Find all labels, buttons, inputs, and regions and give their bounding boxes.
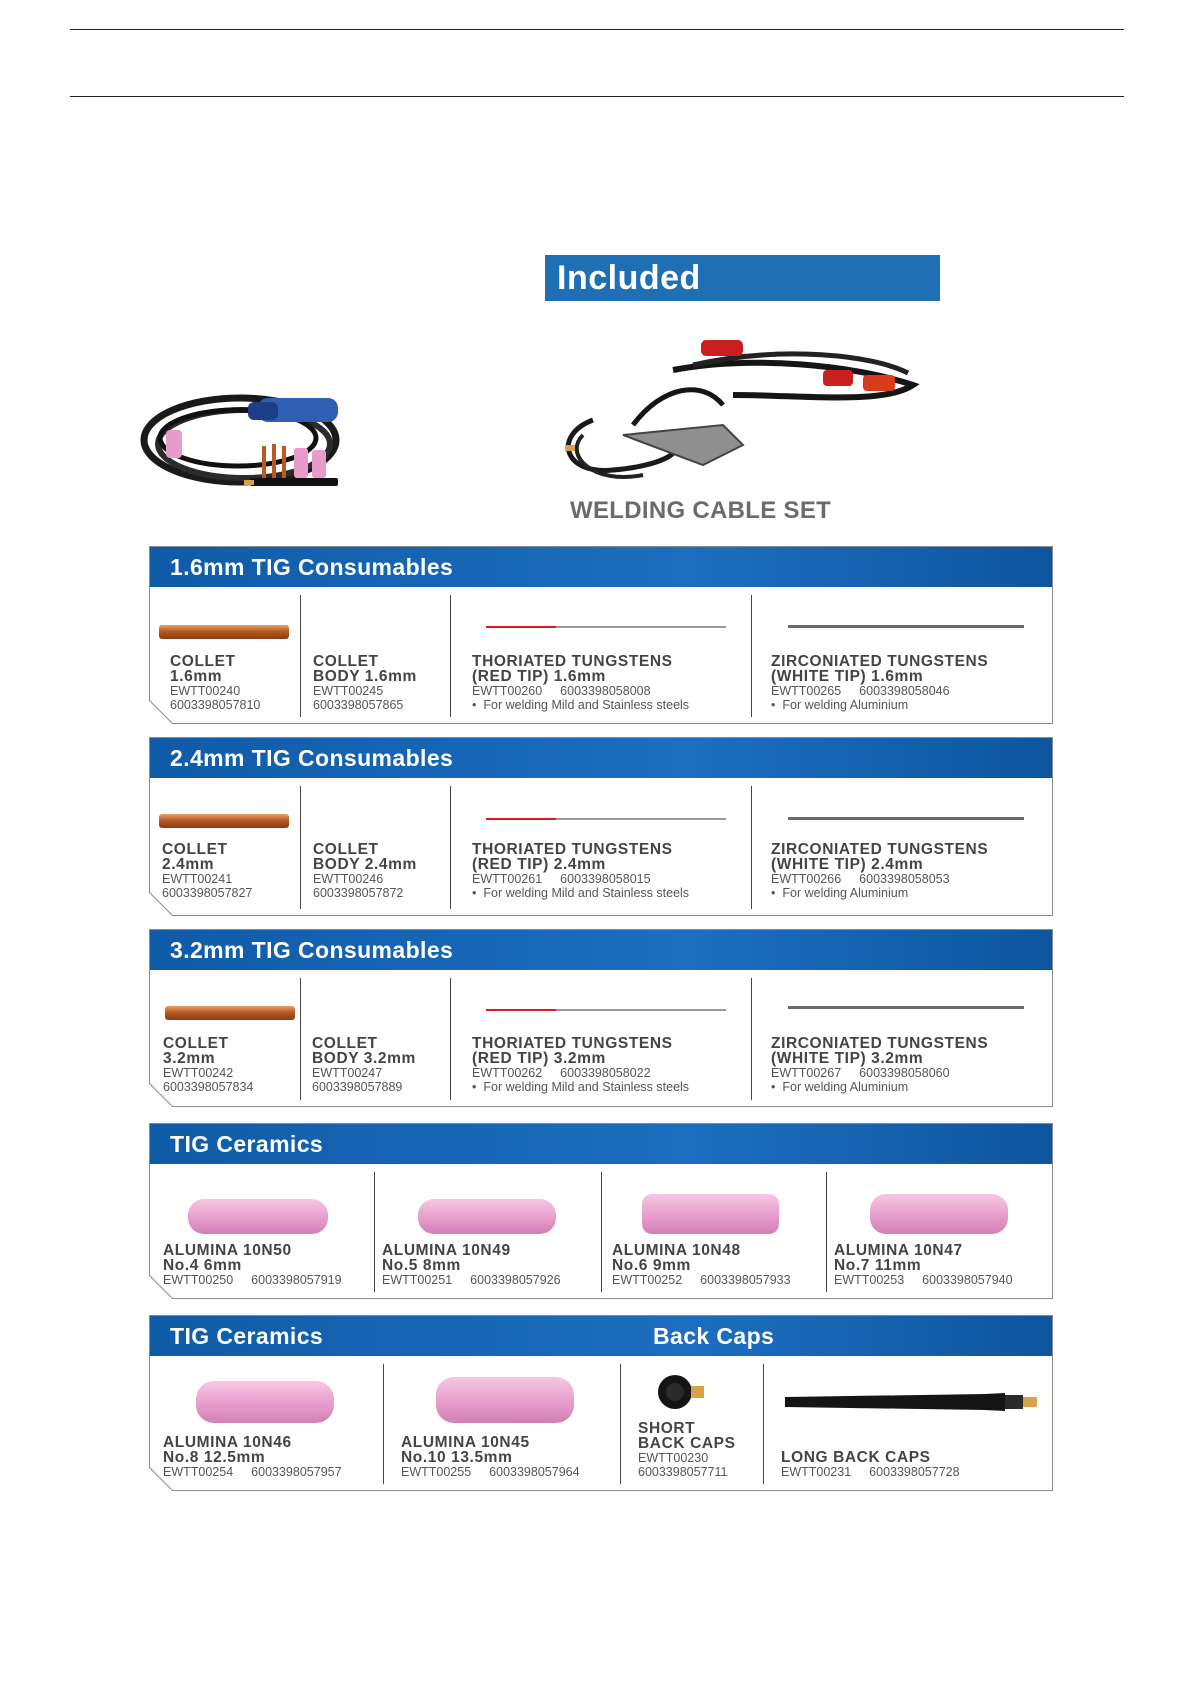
item-codes: EWTT00254 6003398057957 xyxy=(163,1465,342,1479)
red-tip-tungsten-image xyxy=(486,818,726,820)
item-name: ALUMINA 10N46 xyxy=(163,1434,292,1451)
item-name: COLLET xyxy=(313,841,379,858)
column-divider xyxy=(383,1364,384,1484)
item-note: • For welding Mild and Stainless steels xyxy=(472,886,689,900)
panel-title-left: TIG Ceramics xyxy=(170,1323,324,1349)
item-code: EWTT00247 xyxy=(312,1066,383,1080)
item-name: SHORT xyxy=(638,1420,696,1437)
item-size: BACK CAPS xyxy=(638,1435,736,1452)
red-tip-tungsten-image xyxy=(486,626,726,628)
panel-title xyxy=(150,1316,1052,1356)
welding-cable-image xyxy=(553,325,928,490)
panel-title: 1.6mm TIG Consumables xyxy=(150,547,1052,587)
collet-image xyxy=(165,1006,295,1020)
white-tip-tungsten-image xyxy=(788,1006,1024,1009)
item-code: EWTT00245 xyxy=(313,684,384,698)
item-note: • For welding Aluminium xyxy=(771,886,908,900)
item-name: LONG BACK CAPS xyxy=(781,1449,931,1466)
column-divider xyxy=(751,595,752,717)
item-barcode: 6003398057827 xyxy=(162,886,253,900)
corner-decoration xyxy=(149,1275,173,1299)
item-size: No.4 6mm xyxy=(163,1257,242,1274)
item-note: • For welding Aluminium xyxy=(771,698,908,712)
item-name: COLLET xyxy=(313,653,379,670)
item-name: ALUMINA 10N47 xyxy=(834,1242,963,1259)
column-divider xyxy=(450,595,451,717)
item-name: ALUMINA 10N49 xyxy=(382,1242,511,1259)
column-divider xyxy=(751,978,752,1100)
item-note: • For welding Mild and Stainless steels xyxy=(472,1080,689,1094)
item-size: BODY 2.4mm xyxy=(313,856,417,873)
panel-3-2mm-tig-consumables xyxy=(149,929,1053,1107)
short-back-cap-image xyxy=(655,1373,707,1411)
column-divider xyxy=(300,978,301,1100)
item-code: EWTT00240 xyxy=(170,684,241,698)
item-barcode: 6003398057872 xyxy=(313,886,404,900)
column-divider xyxy=(601,1172,602,1292)
corner-decoration xyxy=(149,700,173,724)
item-codes: EWTT00265 6003398058046 xyxy=(771,684,950,698)
ceramic-nozzle-image xyxy=(418,1199,556,1234)
panel-title-right: Back Caps xyxy=(653,1323,775,1349)
item-name: ZIRCONIATED TUNGSTENS xyxy=(771,841,989,858)
column-divider xyxy=(300,786,301,909)
item-name: COLLET xyxy=(312,1035,378,1052)
item-size: No.7 11mm xyxy=(834,1257,922,1274)
column-divider xyxy=(300,595,301,717)
white-tip-tungsten-image xyxy=(788,625,1024,628)
item-codes: EWTT00253 6003398057940 xyxy=(834,1273,1013,1287)
long-back-cap-image xyxy=(785,1391,1045,1413)
item-codes: EWTT00250 6003398057919 xyxy=(163,1273,342,1287)
white-tip-tungsten-image xyxy=(788,817,1024,820)
ceramic-nozzle-image xyxy=(196,1381,334,1423)
panel-title: TIG Ceramics xyxy=(150,1124,1052,1164)
item-name: ZIRCONIATED TUNGSTENS xyxy=(771,1035,989,1052)
item-size: BODY 1.6mm xyxy=(313,668,417,685)
corner-decoration xyxy=(149,892,173,916)
corner-decoration xyxy=(149,1467,173,1491)
item-size: (RED TIP) 1.6mm xyxy=(472,668,606,685)
collet-image xyxy=(159,625,289,639)
column-divider xyxy=(450,978,451,1100)
column-divider xyxy=(450,786,451,909)
item-size: (RED TIP) 3.2mm xyxy=(472,1050,606,1067)
panel-2-4mm-tig-consumables xyxy=(149,737,1053,916)
item-codes: EWTT00231 6003398057728 xyxy=(781,1465,960,1479)
ceramic-nozzle-image xyxy=(870,1194,1008,1234)
column-divider xyxy=(826,1172,827,1292)
red-tip-tungsten-image xyxy=(486,1009,726,1011)
item-name: THORIATED TUNGSTENS xyxy=(472,1035,673,1052)
corner-decoration xyxy=(149,1083,173,1107)
item-size: (WHITE TIP) 3.2mm xyxy=(771,1050,924,1067)
column-divider xyxy=(763,1364,764,1484)
item-name: ZIRCONIATED TUNGSTENS xyxy=(771,653,989,670)
item-name: ALUMINA 10N50 xyxy=(163,1242,292,1259)
item-note: • For welding Mild and Stainless steels xyxy=(472,698,689,712)
item-barcode: 6003398057711 xyxy=(638,1465,728,1479)
item-size: No.5 8mm xyxy=(382,1257,461,1274)
item-size: No.6 9mm xyxy=(612,1257,691,1274)
item-code: EWTT00230 xyxy=(638,1451,709,1465)
welding-cable-set-label: WELDING CABLE SET xyxy=(570,497,832,524)
panel-1-6mm-tig-consumables xyxy=(149,546,1053,724)
item-size: No.10 13.5mm xyxy=(401,1449,513,1466)
collet-image xyxy=(159,814,289,828)
item-name: COLLET xyxy=(170,653,236,670)
ceramic-nozzle-image xyxy=(436,1377,574,1423)
item-codes: EWTT00261 6003398058015 xyxy=(472,872,651,886)
item-code: EWTT00246 xyxy=(313,872,384,886)
item-codes: EWTT00251 6003398057926 xyxy=(382,1273,561,1287)
item-codes: EWTT00255 6003398057964 xyxy=(401,1465,580,1479)
item-size: (WHITE TIP) 2.4mm xyxy=(771,856,924,873)
item-barcode: 6003398057889 xyxy=(312,1080,403,1094)
item-note: • For welding Aluminium xyxy=(771,1080,908,1094)
item-name: COLLET xyxy=(163,1035,229,1052)
item-size: (RED TIP) 2.4mm xyxy=(472,856,606,873)
item-barcode: 6003398057834 xyxy=(163,1080,254,1094)
item-barcode: 6003398057810 xyxy=(170,698,261,712)
item-codes: EWTT00266 6003398058053 xyxy=(771,872,950,886)
item-size: 1.6mm xyxy=(170,668,223,685)
header-rule xyxy=(70,96,1124,97)
panel-tig-ceramics-back-caps xyxy=(149,1315,1053,1491)
item-codes: EWTT00252 6003398057933 xyxy=(612,1273,791,1287)
item-barcode: 6003398057865 xyxy=(313,698,404,712)
panel-tig-ceramics xyxy=(149,1123,1053,1299)
panel-title: 2.4mm TIG Consumables xyxy=(150,738,1052,778)
item-name: THORIATED TUNGSTENS xyxy=(472,841,673,858)
panel-title: 3.2mm TIG Consumables xyxy=(150,930,1052,970)
item-size: BODY 3.2mm xyxy=(312,1050,416,1067)
column-divider xyxy=(751,786,752,909)
item-code: EWTT00241 xyxy=(162,872,233,886)
item-name: ALUMINA 10N45 xyxy=(401,1434,530,1451)
item-size: 3.2mm xyxy=(163,1050,216,1067)
ceramic-nozzle-image xyxy=(188,1199,328,1234)
item-name: COLLET xyxy=(162,841,228,858)
included-banner: Included xyxy=(545,255,940,301)
item-codes: EWTT00260 6003398058008 xyxy=(472,684,651,698)
ceramic-nozzle-image xyxy=(642,1194,779,1234)
item-size: 2.4mm xyxy=(162,856,215,873)
item-size: (WHITE TIP) 1.6mm xyxy=(771,668,924,685)
item-name: THORIATED TUNGSTENS xyxy=(472,653,673,670)
item-size: No.8 12.5mm xyxy=(163,1449,266,1466)
item-codes: EWTT00267 6003398058060 xyxy=(771,1066,950,1080)
column-divider xyxy=(374,1172,375,1292)
item-code: EWTT00242 xyxy=(163,1066,234,1080)
tig-torch-image xyxy=(140,378,360,508)
top-rule xyxy=(70,29,1124,30)
column-divider xyxy=(620,1364,621,1484)
item-codes: EWTT00262 6003398058022 xyxy=(472,1066,651,1080)
item-name: ALUMINA 10N48 xyxy=(612,1242,741,1259)
